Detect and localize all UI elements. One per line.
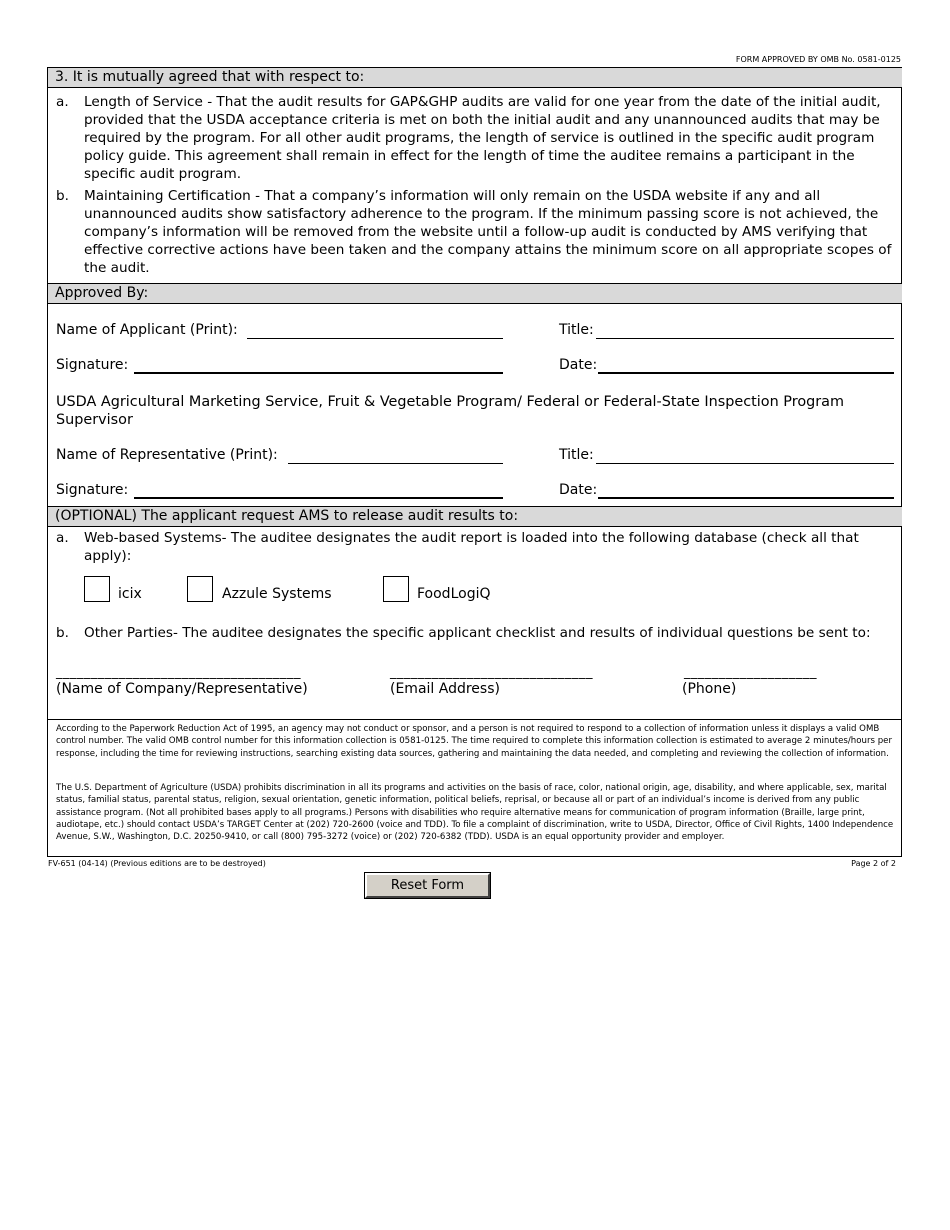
representative-date-field[interactable]: [598, 497, 894, 499]
foodlogiq-label: FoodLogiQ: [417, 586, 491, 602]
representative-name-label: Name of Representative (Print):: [56, 447, 278, 463]
applicant-date-label: Date:: [559, 357, 598, 373]
other-parties-text: Other Parties- The auditee designates the specific applicant checklist and results of individual questions be sent to:: [84, 625, 871, 641]
email-address-field[interactable]: _____________________________: [390, 665, 593, 680]
item-letter: b.: [56, 188, 69, 204]
icix-checkbox[interactable]: [84, 576, 110, 602]
section-3-item-a: [56, 93, 896, 183]
representative-date-label: Date:: [559, 482, 598, 498]
item-letter: a.: [56, 530, 69, 546]
approved-by-header: Approved By:: [48, 283, 902, 304]
optional-item-b: [56, 624, 896, 642]
representative-name-field[interactable]: [288, 463, 503, 464]
phone-field[interactable]: ___________________: [684, 665, 817, 680]
applicant-name-label: Name of Applicant (Print):: [56, 322, 238, 338]
applicant-title-field[interactable]: [596, 338, 894, 339]
representative-signature-label: Signature:: [56, 482, 129, 498]
paperwork-reduction-notice: According to the Paperwork Reduction Act of 1995, an agency may not conduct or sponsor, and a person is not required to respond to a collection of information unless it displays a valid OMB control number. The valid OMB control number for this information collection is 0581-0125. The time required to complete this information collection is estimated to average 2 minutes/hours per response, including the time for reviewing instructions, searching existing data sources, gathering and maintaining the data needed, and completing and reviewing the collection of information.: [56, 724, 892, 759]
company-representative-field[interactable]: ___________________________________: [56, 665, 301, 680]
maintaining-certification-text: Maintaining Certification - That a company’s information will only remain on the USDA website if any and all unannounced audits show satisfactory adherence to the program. If the minimum passing score is not achieved, the company’s information will be removed from the website until a follow-up audit is conducted by AMS verifying that effective corrective actions have been taken and the company attains the minimum score on all appropriate scopes of the audit.: [84, 188, 892, 276]
email-address-caption: (Email Address): [390, 681, 500, 697]
omb-approval-number: FORM APPROVED BY OMB No. 0581-0125: [735, 55, 901, 64]
representative-signature-field[interactable]: [134, 497, 503, 499]
applicant-signature-label: Signature:: [56, 357, 129, 373]
reset-form-button[interactable]: Reset Form: [365, 873, 490, 898]
form-identifier: FV-651 (04-14) (Previous editions are to be destroyed): [48, 859, 266, 868]
applicant-title-label: Title:: [559, 322, 594, 338]
applicant-signature-field[interactable]: [134, 372, 503, 374]
section-3-header: 3. It is mutually agreed that with respect to:: [48, 67, 902, 88]
optional-release-header: (OPTIONAL) The applicant request AMS to release audit results to:: [48, 506, 902, 527]
usda-supervisor-text: USDA Agricultural Marketing Service, Fruit & Vegetable Program/ Federal or Federal-State Inspection Program Supervisor: [56, 394, 845, 428]
nondiscrimination-notice: The U.S. Department of Agriculture (USDA) prohibits discrimination in all its programs and activities on the basis of race, color, national origin, age, disability, and where applicable, sex, marital status, familial status, parental status, religion, sexual orientation, genetic information, political beliefs, reprisal, or because all or part of an individual’s income is derived from any public assistance program. (Not all prohibited bases apply to all programs.) Persons with disabilities who require alternative means for communication of program information (Braille, large print, audiotape, etc.) should contact USDA’s TARGET Center at (202) 720-2600 (voice and TDD). To file a complaint of discrimination, write to USDA, Director, Office of Civil Rights, 1400 Independence Avenue, S.W., Washington, D.C. 20250-9410, or call (800) 795-3272 (voice) or (202) 720-6382 (TDD). USDA is an equal opportunity provider and employer.: [56, 783, 894, 843]
section-3-item-b: [56, 187, 896, 277]
foodlogiq-checkbox[interactable]: [383, 576, 409, 602]
phone-caption: (Phone): [682, 681, 737, 697]
optional-item-a: [56, 529, 896, 565]
section-divider: [48, 719, 902, 720]
representative-title-label: Title:: [559, 447, 594, 463]
web-based-systems-text: Web-based Systems- The auditee designates the audit report is loaded into the following database (check all that apply):: [84, 530, 859, 564]
applicant-date-field[interactable]: [598, 372, 894, 374]
azzule-systems-label: Azzule Systems: [222, 586, 332, 602]
representative-title-field[interactable]: [596, 463, 894, 464]
item-letter: b.: [56, 625, 69, 641]
azzule-systems-checkbox[interactable]: [187, 576, 213, 602]
icix-label: icix: [118, 586, 142, 602]
length-of-service-text: Length of Service - That the audit results for GAP&GHP audits are valid for one year from the date of the initial audit, provided that the USDA acceptance criteria is met on both the initial audit and any unannounced audits that may be required by the program. For all other audit programs, the length of service is outlined in the specific audit program policy guide. This agreement shall remain in effect for the length of time the auditee remains a participant in the specific audit program.: [84, 94, 881, 182]
item-letter: a.: [56, 94, 69, 110]
page-number: Page 2 of 2: [851, 859, 896, 868]
applicant-name-field[interactable]: [247, 338, 503, 339]
company-representative-caption: (Name of Company/Representative): [56, 681, 308, 697]
